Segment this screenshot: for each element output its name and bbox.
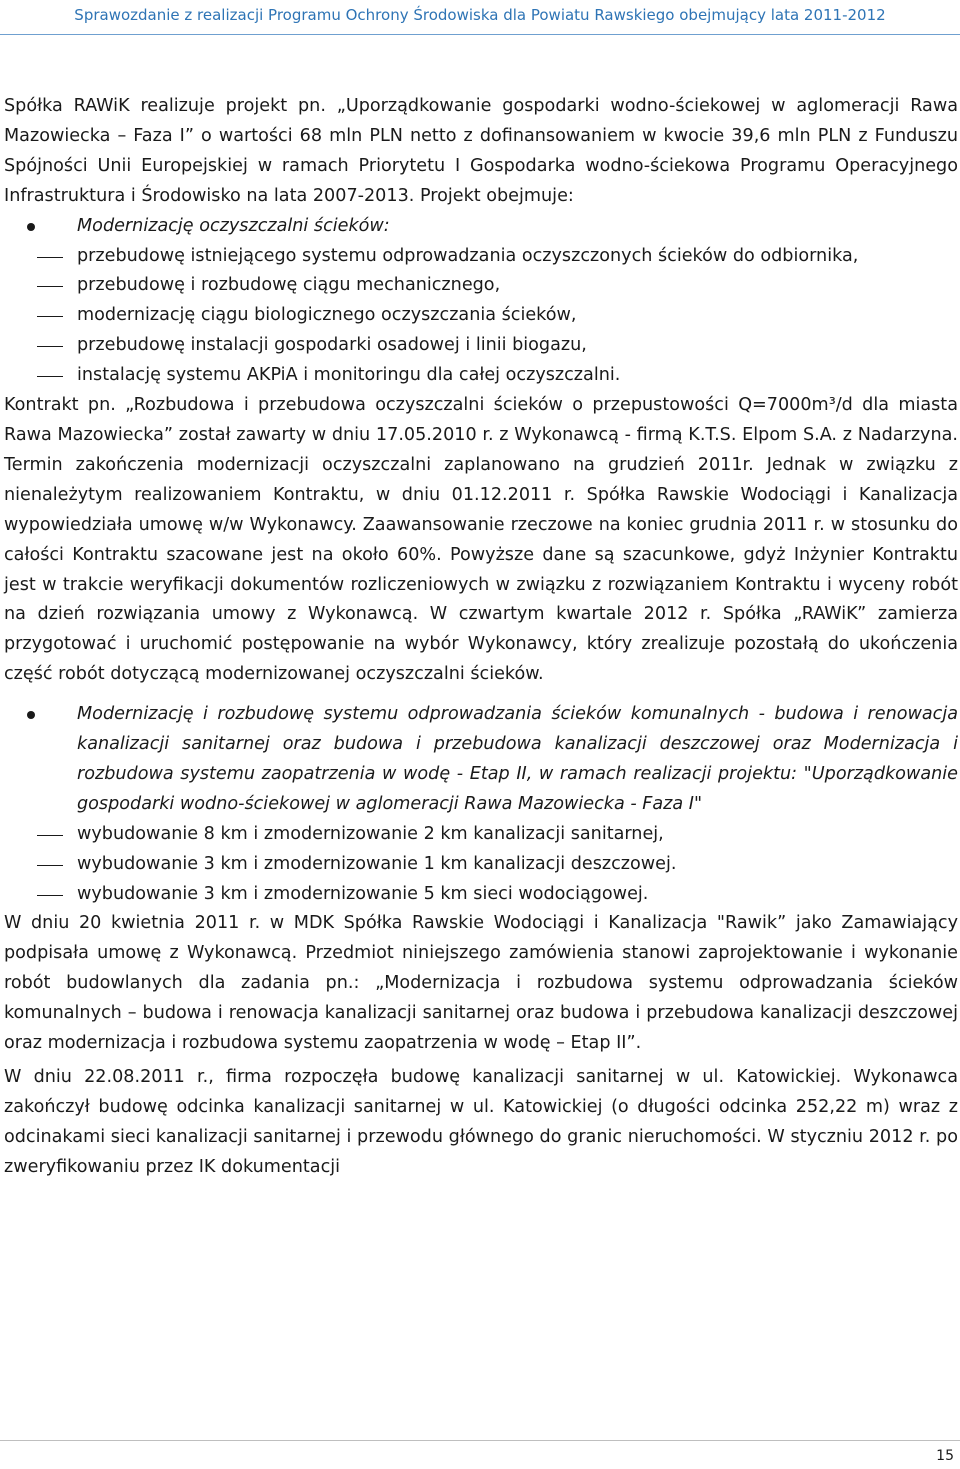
intro-paragraph: Spółka RAWiK realizuje projekt pn. „Uporządkowanie gospodarki wodno-ściekowej w aglomeracji Rawa Mazowiecka – Faza I” o wartości 68 mln PLN netto z dofinansowaniem w kwocie 39,6 mln PLN z Funduszu Spójności Unii Europejskiej w ramach Priorytetu I Gospodarka wodno-ściekowa Programu Operacyjnego Infrastruktura i Środowisko na lata 2007-2013. Projekt obejmuje:: [4, 96, 958, 206]
dash-item: instalację systemu AKPiA i monitoringu dla całej oczyszczalni.: [77, 361, 958, 391]
dash-icon: [37, 346, 63, 347]
dash-icon: [37, 316, 63, 317]
agreement-paragraph: W dniu 20 kwietnia 2011 r. w MDK Spółka Rawskie Wodociągi i Kanalizacja "Rawik” jako Zamawiający podpisała umowę z Wykonawcą. Przedmiot niniejszego zamówienia stanowi zaprojektowanie i wykonanie robót budowlanych dla zadania pn.: „Modernizacja i rozbudowa systemu odprowadzania ścieków komunalnych – budowa i renowacja kanalizacji sanitarnej oraz budowa i przebudowa kanalizacji deszczowej oraz modernizacja i rozbudowa systemu zaopatrzenia w wodę – Etap II”.: [4, 913, 958, 1054]
dash-list-2: [77, 820, 958, 910]
dash-item: wybudowanie 3 km i zmodernizowanie 5 km sieci wodociągowej.: [77, 880, 958, 910]
header-divider: [0, 34, 960, 35]
bullet-item-sewerage-system: [4, 700, 958, 909]
dash-icon: [37, 257, 63, 258]
dash-list-1: [77, 242, 958, 392]
bullet-title: Modernizację i rozbudowę systemu odprowadzania ścieków komunalnych - budowa i renowacja kanalizacji sanitarnej oraz budowa i przebudowa kanalizacji deszczowej oraz Modernizacja i rozbudowa systemu zaopatrzenia w wodę - Etap II, w ramach realizacji projektu: "Uporządkowanie gospodarki wodno-ściekowej w aglomeracji Rawa Mazowiecka - Faza I": [77, 704, 958, 814]
dash-item: przebudowę istniejącego systemu odprowadzania oczyszczonych ścieków do odbiornika,: [77, 242, 958, 272]
dash-icon: [37, 286, 63, 287]
dash-item: przebudowę instalacji gospodarki osadowej i linii biogazu,: [77, 331, 958, 361]
dash-item: przebudowę i rozbudowę ciągu mechanicznego,: [77, 271, 958, 301]
dash-icon: [37, 376, 63, 377]
bullet-title: Modernizację oczyszczalni ścieków:: [77, 215, 390, 236]
dash-item: modernizację ciągu biologicznego oczyszczania ścieków,: [77, 301, 958, 331]
footer-divider: [0, 1440, 960, 1441]
contract-paragraph: Kontrakt pn. „Rozbudowa i przebudowa oczyszczalni ścieków o przepustowości Q=7000m³/d dla miasta Rawa Mazowiecka” został zawarty w dniu 17.05.2010 r. z Wykonawcą - firmą K.T.S. Elpom S.A. z Nadarzyna. Termin zakończenia modernizacji oczyszczalni zaplanowano na grudzień 2011r. Jednak w związku z nienależytym realizowaniem Kontraktu, w dniu 01.12.2011 r. Spółka Rawskie Wodociągi i Kanalizacja wypowiedziała umowę w/w Wykonawcy. Zaawansowanie rzeczowe na koniec grudnia 2011 r. w stosunku do całości Kontraktu szacowane jest na około 60%. Powyższe dane są szacunkowe, gdyż Inżynier Kontraktu jest w trakcie weryfikacji dokumentów rozliczeniowych w związku z rozwiązaniem Kontraktu i wyceny robót na dzień rozwiązania umowy z Wykonawcą. W czwartym kwartale 2012 r. Spółka „RAWiK” zamierza przygotować i uruchomić postępowanie na wybór Wykonawcy, który zrealizuje pozostałą do ukończenia część robót dotyczącą modernizowanej oczyszczalni ścieków.: [4, 395, 958, 685]
dash-icon: [37, 865, 63, 866]
page-number: 15: [936, 1448, 954, 1464]
construction-paragraph: W dniu 22.08.2011 r., firma rozpoczęła budowę kanalizacji sanitarnej w ul. Katowickiej. Wykonawca zakończył budowę odcinka kanalizacji sanitarnej w ul. Katowickiej (o długości odcinka 252,22 m) wraz z odcinakami sieci kanalizacji sanitarnej i przewodu głównego do granic nieruchomości. W styczniu 2012 r. po zweryfikowaniu przez IK dokumentacji: [4, 1067, 958, 1177]
running-header: Sprawozdanie z realizacji Programu Ochrony Środowiska dla Powiatu Rawskiego obejmujący lata 2011-2012: [74, 6, 886, 24]
dash-icon: [37, 835, 63, 836]
bullet-item-wastewater-plant: [4, 212, 958, 391]
document-body: [4, 92, 958, 1183]
dash-icon: [37, 895, 63, 896]
bullet-list-1: [4, 212, 958, 391]
bullet-dot-icon: [27, 711, 35, 719]
bullet-dot-icon: [27, 223, 35, 231]
dash-item: wybudowanie 8 km i zmodernizowanie 2 km kanalizacji sanitarnej,: [77, 820, 958, 850]
bullet-list-2: [4, 700, 958, 909]
dash-item: wybudowanie 3 km i zmodernizowanie 1 km kanalizacji deszczowej.: [77, 850, 958, 880]
